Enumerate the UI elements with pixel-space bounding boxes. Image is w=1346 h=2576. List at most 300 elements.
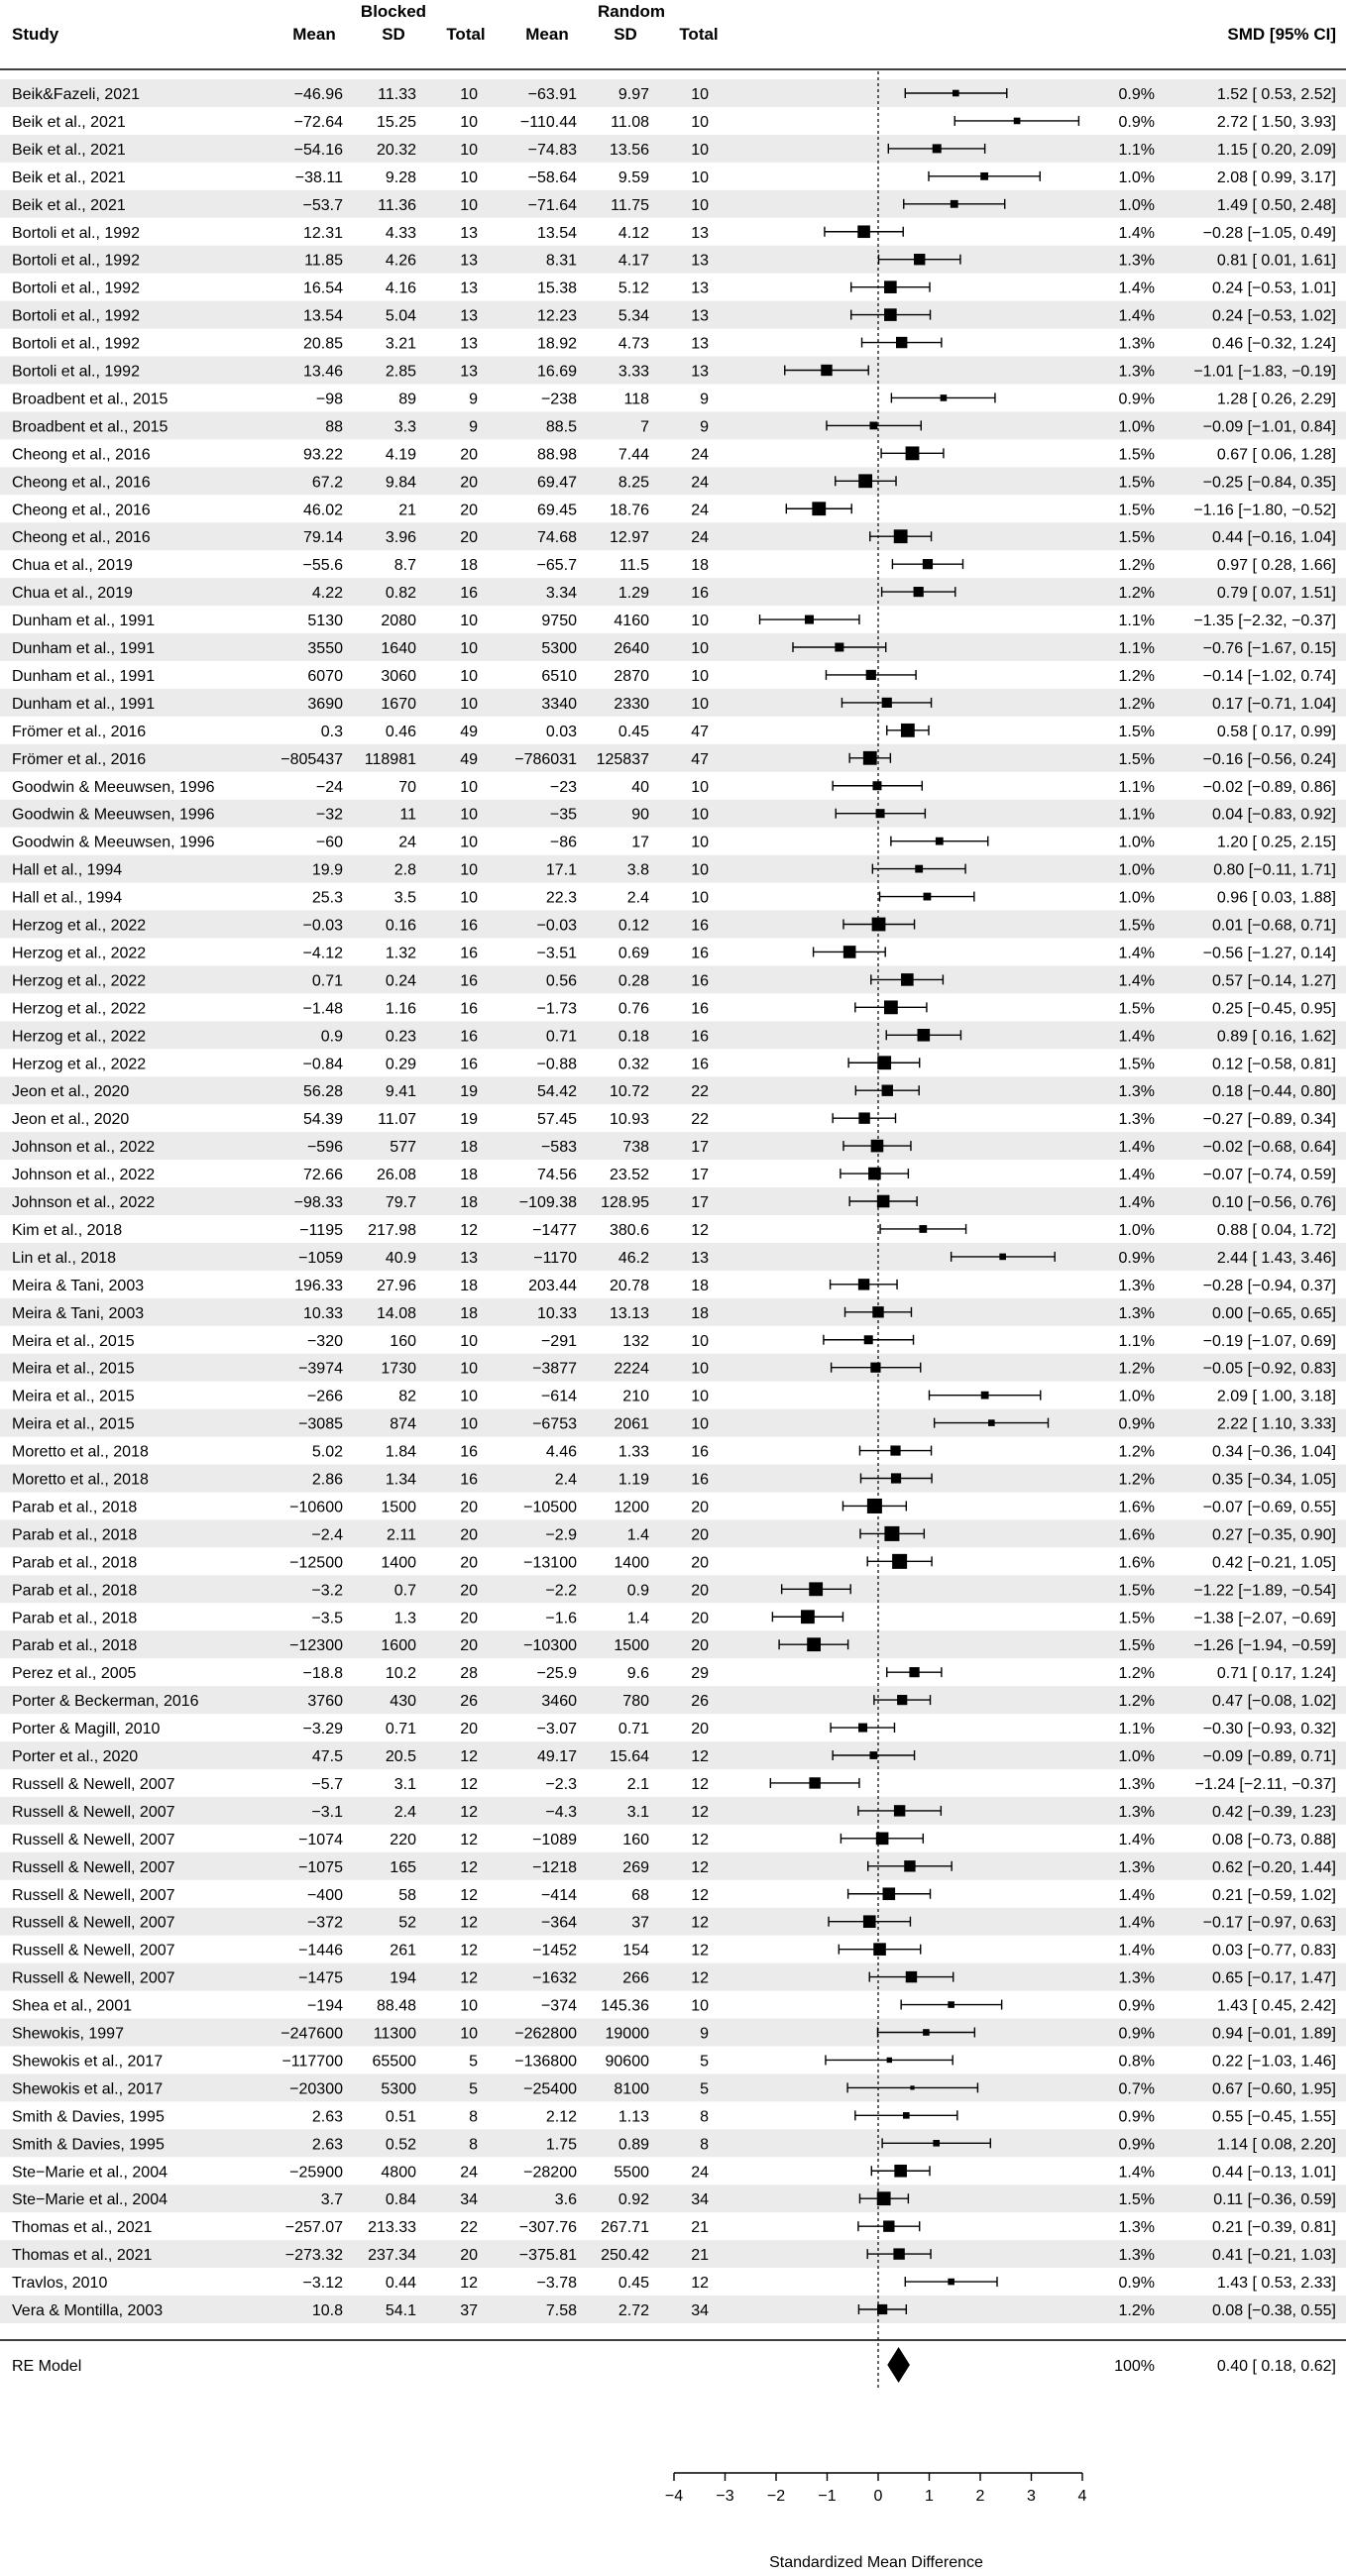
blocked-mean: 54.39 xyxy=(302,1111,343,1129)
random-total: 10 xyxy=(691,196,709,214)
blocked-total: 20 xyxy=(460,446,478,464)
random-mean: 88.5 xyxy=(545,418,577,436)
study-label: Dunham et al., 1991 xyxy=(12,640,156,657)
blocked-mean: −72.64 xyxy=(293,113,343,131)
random-mean: 3.34 xyxy=(545,585,577,603)
blocked-mean: 0.3 xyxy=(320,723,343,740)
smd-ci-value: −0.25 [−0.84, 0.35] xyxy=(1202,474,1336,492)
random-total: 10 xyxy=(691,113,709,131)
blocked-total: 16 xyxy=(460,585,478,603)
blocked-mean: 19.9 xyxy=(311,861,343,879)
blocked-mean: −194 xyxy=(306,1997,343,2015)
random-mean: −307.76 xyxy=(518,2219,577,2237)
random-mean: −238 xyxy=(540,391,577,408)
smd-ci-value: 0.80 [−0.11, 1.71] xyxy=(1213,861,1336,879)
random-total: 16 xyxy=(691,917,709,935)
smd-ci-value: 0.42 [−0.21, 1.05] xyxy=(1212,1554,1336,1572)
random-total: 10 xyxy=(691,1415,709,1433)
random-total: 17 xyxy=(691,1194,709,1211)
random-mean: 18.92 xyxy=(536,335,577,353)
table-row xyxy=(12,1111,1336,1128)
random-mean: 54.42 xyxy=(536,1083,577,1101)
random-mean: −2.9 xyxy=(545,1526,577,1544)
point-estimate xyxy=(858,1279,869,1289)
random-total: 24 xyxy=(691,529,709,547)
point-estimate xyxy=(809,1582,823,1596)
point-estimate xyxy=(948,2001,954,2008)
study-label: Parab et al., 2018 xyxy=(12,1554,138,1572)
blocked-total: 20 xyxy=(460,2247,478,2265)
point-estimate xyxy=(871,1140,884,1153)
smd-ci-value: 0.81 [ 0.01, 1.61] xyxy=(1216,252,1336,270)
blocked-sd: 52 xyxy=(398,1914,416,1932)
random-total: 10 xyxy=(691,168,709,186)
blocked-mean: −5.7 xyxy=(311,1775,343,1793)
point-estimate xyxy=(981,1392,989,1400)
table-row xyxy=(12,446,1336,463)
point-estimate xyxy=(924,893,932,901)
weight-value: 1.5% xyxy=(1118,1610,1155,1627)
blocked-total: 10 xyxy=(460,613,478,630)
study-label: Travlos, 2010 xyxy=(12,2275,108,2293)
random-total: 16 xyxy=(691,945,709,962)
point-estimate xyxy=(809,1777,820,1788)
table-row xyxy=(12,2164,1336,2181)
random-total: 20 xyxy=(691,1554,709,1572)
random-total: 10 xyxy=(691,1360,709,1378)
blocked-mean: −596 xyxy=(306,1139,343,1157)
table-row xyxy=(12,613,1336,629)
random-mean: −13100 xyxy=(523,1554,577,1572)
random-sd: 380.6 xyxy=(609,1221,649,1239)
weight-value: 1.4% xyxy=(1118,1914,1155,1932)
smd-ci-value: 1.52 [ 0.53, 2.52] xyxy=(1216,86,1336,103)
point-estimate xyxy=(988,1419,995,1426)
blocked-sd: 2.4 xyxy=(393,1803,416,1821)
blocked-mean: −53.7 xyxy=(302,196,343,214)
blocked-sd: 5300 xyxy=(381,2080,416,2098)
blocked-mean: 5130 xyxy=(307,613,343,630)
blocked-mean: −3.1 xyxy=(311,1803,343,1821)
blocked-mean: −3.29 xyxy=(302,1721,343,1738)
blocked-mean: −0.84 xyxy=(302,1056,343,1073)
point-estimate xyxy=(877,2191,891,2205)
blocked-mean: −2.4 xyxy=(311,1526,343,1544)
study-label: Parab et al., 2018 xyxy=(12,1526,138,1544)
blocked-mean: 196.33 xyxy=(294,1277,343,1294)
random-total: 13 xyxy=(691,280,709,297)
random-mean: −583 xyxy=(540,1139,577,1157)
study-label: Chua et al., 2019 xyxy=(12,585,133,603)
table-row xyxy=(12,1222,1336,1239)
blocked-sd: 217.98 xyxy=(368,1221,416,1239)
study-label: Bortoli et al., 1992 xyxy=(12,307,140,325)
random-mean: 6510 xyxy=(541,667,577,685)
blocked-sd: 220 xyxy=(390,1831,416,1848)
random-sd: 1500 xyxy=(614,1637,649,1655)
weight-value: 1.0% xyxy=(1118,861,1155,879)
study-label: Bortoli et al., 1992 xyxy=(12,252,140,270)
table-row xyxy=(12,114,1336,131)
point-estimate xyxy=(876,1833,889,1846)
smd-ci-value: 0.04 [−0.83, 0.92] xyxy=(1212,806,1336,824)
blocked-total: 8 xyxy=(469,2136,478,2154)
blocked-total: 18 xyxy=(460,1277,478,1294)
point-estimate xyxy=(980,172,988,180)
blocked-total: 20 xyxy=(460,529,478,547)
weight-value: 1.4% xyxy=(1118,972,1155,990)
smd-ci-value: 0.24 [−0.53, 1.01] xyxy=(1212,280,1336,297)
blocked-sd: 0.84 xyxy=(385,2191,416,2209)
weight-value: 1.4% xyxy=(1118,280,1155,297)
smd-ci-value: −0.16 [−0.56, 0.24] xyxy=(1202,750,1336,768)
random-total: 10 xyxy=(691,86,709,103)
random-mean: −3.51 xyxy=(536,945,577,962)
random-total: 13 xyxy=(691,335,709,353)
smd-ci-value: 0.21 [−0.59, 1.02] xyxy=(1212,1886,1336,1904)
blocked-total: 18 xyxy=(460,1194,478,1211)
blocked-sd: 4.19 xyxy=(385,446,416,464)
random-mean: −1452 xyxy=(532,1942,577,1960)
random-sd: 1.4 xyxy=(626,1610,649,1627)
random-total: 12 xyxy=(691,1803,709,1821)
blocked-sd: 0.82 xyxy=(385,585,416,603)
blocked-mean: 16.54 xyxy=(302,280,343,297)
blocked-mean: 0.9 xyxy=(320,1028,343,1046)
study-label: Beik et al., 2021 xyxy=(12,113,126,131)
weight-value: 1.5% xyxy=(1118,529,1155,547)
point-estimate xyxy=(1014,118,1021,125)
study-label: Russell & Newell, 2007 xyxy=(12,1942,175,1960)
random-sd: 3.33 xyxy=(617,363,649,381)
smd-ci-value: 2.08 [ 0.99, 3.17] xyxy=(1216,168,1336,186)
random-sd: 8.25 xyxy=(617,474,649,492)
smd-ci-value: −0.14 [−1.02, 0.74] xyxy=(1202,667,1336,685)
random-sd: 2.4 xyxy=(626,889,649,907)
point-estimate xyxy=(951,200,958,208)
smd-ci-value: 0.34 [−0.36, 1.04] xyxy=(1212,1443,1336,1461)
blocked-sd: 2.11 xyxy=(387,1526,416,1544)
table-row xyxy=(12,1389,1336,1405)
blocked-sd: 1.34 xyxy=(385,1471,416,1489)
study-label: Smith & Davies, 1995 xyxy=(12,2108,165,2126)
blocked-sd: 1730 xyxy=(381,1360,416,1378)
blocked-total: 12 xyxy=(460,1969,478,1987)
blocked-total: 12 xyxy=(460,2275,478,2293)
blocked-sd: 2.8 xyxy=(393,861,416,879)
weight-value: 1.3% xyxy=(1118,2219,1155,2237)
point-estimate xyxy=(882,1085,893,1096)
random-sd: 37 xyxy=(631,1914,649,1932)
weight-value: 1.1% xyxy=(1118,640,1155,657)
blocked-mean: 46.02 xyxy=(302,502,343,519)
blocked-mean: −12500 xyxy=(289,1554,343,1572)
smd-ci-value: 0.35 [−0.34, 1.05] xyxy=(1212,1471,1336,1489)
random-total: 16 xyxy=(691,585,709,603)
table-row xyxy=(12,668,1336,685)
study-label: Meira & Tani, 2003 xyxy=(12,1304,145,1322)
blocked-mean: 79.14 xyxy=(302,529,343,547)
weight-value: 1.3% xyxy=(1118,1304,1155,1322)
study-label: Bortoli et al., 1992 xyxy=(12,335,140,353)
header-study: Study xyxy=(12,25,59,44)
random-total: 10 xyxy=(691,1388,709,1405)
x-tick-label: 1 xyxy=(925,2488,934,2505)
study-label: Ste−Marie et al., 2004 xyxy=(12,2164,168,2182)
blocked-mean: −0.03 xyxy=(302,917,343,935)
random-mean: −2.3 xyxy=(545,1775,577,1793)
point-estimate xyxy=(883,1887,896,1900)
random-total: 12 xyxy=(691,2275,709,2293)
smd-ci-value: −0.28 [−0.94, 0.37] xyxy=(1202,1277,1336,1294)
random-mean: 3460 xyxy=(541,1693,577,1711)
random-total: 12 xyxy=(691,1831,709,1848)
point-estimate xyxy=(909,1667,919,1677)
table-row xyxy=(12,1776,1336,1793)
study-label: Bortoli et al., 1992 xyxy=(12,224,140,242)
random-total: 13 xyxy=(691,252,709,270)
random-mean: −10500 xyxy=(523,1499,577,1516)
blocked-mean: −3085 xyxy=(298,1415,343,1433)
x-axis xyxy=(665,2473,1087,2505)
smd-ci-value: 0.10 [−0.56, 0.76] xyxy=(1212,1194,1336,1211)
weight-value: 1.0% xyxy=(1118,196,1155,214)
random-sd: 13.56 xyxy=(609,141,649,159)
random-total: 22 xyxy=(691,1083,709,1101)
blocked-sd: 1.16 xyxy=(385,1000,416,1018)
blocked-mean: −38.11 xyxy=(294,168,343,186)
smd-ci-value: 0.46 [−0.32, 1.24] xyxy=(1212,335,1336,353)
blocked-total: 20 xyxy=(460,1554,478,1572)
table-row xyxy=(12,1056,1336,1072)
blocked-total: 9 xyxy=(469,391,478,408)
smd-ci-value: 2.72 [ 1.50, 3.93] xyxy=(1216,113,1336,131)
point-estimate xyxy=(857,225,870,238)
table-row xyxy=(12,336,1336,353)
smd-ci-value: 0.24 [−0.53, 1.02] xyxy=(1212,307,1336,325)
header-total-random: Total xyxy=(679,25,719,44)
point-estimate xyxy=(884,280,897,293)
blocked-sd: 0.23 xyxy=(385,1028,416,1046)
weight-value: 0.7% xyxy=(1118,2080,1155,2098)
random-mean: 74.56 xyxy=(536,1167,577,1184)
study-label: Beik et al., 2021 xyxy=(12,168,126,186)
blocked-mean: −3.2 xyxy=(311,1582,343,1600)
blocked-mean: 88 xyxy=(325,418,343,436)
random-total: 21 xyxy=(691,2247,709,2265)
x-tick-label: 2 xyxy=(975,2488,985,2505)
random-sd: 1400 xyxy=(614,1554,649,1572)
point-estimate xyxy=(883,2220,894,2231)
random-sd: 20.78 xyxy=(609,1277,649,1294)
blocked-total: 10 xyxy=(460,861,478,879)
blocked-mean: −273.32 xyxy=(284,2247,343,2265)
random-total: 12 xyxy=(691,1886,709,1904)
weight-value: 1.2% xyxy=(1118,2302,1155,2319)
table-row xyxy=(12,945,1336,961)
smd-ci-value: 0.57 [−0.14, 1.27] xyxy=(1212,972,1336,990)
table-row xyxy=(12,779,1336,796)
study-label: Meira et al., 2015 xyxy=(12,1388,135,1405)
blocked-sd: 1.84 xyxy=(385,1443,416,1461)
weight-value: 1.5% xyxy=(1118,723,1155,740)
random-sd: 0.28 xyxy=(617,972,649,990)
blocked-sd: 261 xyxy=(390,1942,416,1960)
x-tick-label: −4 xyxy=(664,2488,684,2505)
blocked-total: 49 xyxy=(460,723,478,740)
point-estimate xyxy=(910,2085,914,2089)
point-estimate xyxy=(897,1695,907,1705)
table-row xyxy=(12,225,1336,242)
blocked-sd: 0.24 xyxy=(385,972,416,990)
point-estimate xyxy=(876,809,885,818)
blocked-sd: 58 xyxy=(398,1886,416,1904)
point-estimate xyxy=(869,422,877,430)
random-sd: 1.4 xyxy=(626,1526,649,1544)
blocked-sd: 0.7 xyxy=(393,1582,416,1600)
random-mean: 8.31 xyxy=(545,252,577,270)
blocked-sd: 14.08 xyxy=(376,1304,416,1322)
blocked-sd: 430 xyxy=(390,1693,416,1711)
smd-ci-value: 0.65 [−0.17, 1.47] xyxy=(1212,1969,1336,1987)
random-total: 12 xyxy=(691,1748,709,1765)
random-total: 24 xyxy=(691,474,709,492)
smd-ci-value: −0.19 [−1.07, 0.69] xyxy=(1202,1332,1336,1350)
random-sd: 125837 xyxy=(596,750,649,768)
smd-ci-value: 0.94 [−0.01, 1.89] xyxy=(1212,2025,1336,2043)
blocked-total: 10 xyxy=(460,86,478,103)
point-estimate xyxy=(923,2029,930,2036)
random-sd: 4.17 xyxy=(617,252,649,270)
random-mean: −6753 xyxy=(532,1415,577,1433)
weight-value: 1.1% xyxy=(1118,141,1155,159)
blocked-sd: 89 xyxy=(398,391,416,408)
random-total: 26 xyxy=(691,1693,709,1711)
smd-ci-value: −1.35 [−2.32, −0.37] xyxy=(1193,613,1336,630)
random-mean: −262800 xyxy=(514,2025,577,2043)
smd-ci-value: −0.02 [−0.89, 0.86] xyxy=(1202,778,1336,796)
random-sd: 210 xyxy=(622,1388,649,1405)
random-mean: 69.45 xyxy=(536,502,577,519)
blocked-total: 12 xyxy=(460,1748,478,1765)
blocked-total: 20 xyxy=(460,1637,478,1655)
blocked-mean: −3974 xyxy=(298,1360,343,1378)
random-mean: −35 xyxy=(549,806,577,824)
blocked-total: 22 xyxy=(460,2219,478,2237)
x-tick-label: −3 xyxy=(716,2488,734,2505)
random-mean: 0.56 xyxy=(545,972,577,990)
blocked-mean: −117700 xyxy=(281,2053,343,2071)
smd-ci-value: 0.17 [−0.71, 1.04] xyxy=(1212,695,1336,713)
random-mean: 3.6 xyxy=(554,2191,577,2209)
study-label: Beik&Fazeli, 2021 xyxy=(12,86,140,103)
random-sd: 9.6 xyxy=(626,1665,649,1683)
study-label: Lin et al., 2018 xyxy=(12,1249,116,1267)
smd-ci-value: −0.28 [−1.05, 0.49] xyxy=(1202,224,1336,242)
blocked-sd: 82 xyxy=(398,1388,416,1405)
blocked-sd: 11.07 xyxy=(378,1111,416,1129)
random-mean: −74.83 xyxy=(527,141,577,159)
table-row xyxy=(12,1000,1336,1017)
weight-value: 1.0% xyxy=(1118,889,1155,907)
smd-ci-value: 0.44 [−0.13, 1.01] xyxy=(1212,2164,1336,2182)
study-label: Russell & Newell, 2007 xyxy=(12,1969,175,1987)
blocked-total: 16 xyxy=(460,1028,478,1046)
random-sd: 9.59 xyxy=(617,168,649,186)
weight-value: 1.2% xyxy=(1118,695,1155,713)
point-estimate xyxy=(887,2058,892,2063)
study-label: Parab et al., 2018 xyxy=(12,1582,138,1600)
random-total: 12 xyxy=(691,1858,709,1876)
blocked-mean: −55.6 xyxy=(302,557,343,575)
smd-ci-value: −1.24 [−2.11, −0.37] xyxy=(1194,1775,1336,1793)
blocked-total: 12 xyxy=(460,1942,478,1960)
random-sd: 0.45 xyxy=(617,2275,649,2293)
random-mean: −58.64 xyxy=(527,168,577,186)
random-total: 10 xyxy=(691,613,709,630)
weight-value: 1.1% xyxy=(1118,778,1155,796)
smd-ci-value: 1.20 [ 0.25, 2.15] xyxy=(1216,834,1336,851)
blocked-sd: 0.44 xyxy=(385,2275,416,2293)
study-label: Dunham et al., 1991 xyxy=(12,667,156,685)
point-estimate xyxy=(896,337,907,348)
study-label: Chua et al., 2019 xyxy=(12,557,133,575)
smd-ci-value: −0.02 [−0.68, 0.64] xyxy=(1202,1139,1336,1157)
blocked-total: 10 xyxy=(460,1360,478,1378)
random-total: 34 xyxy=(691,2302,709,2319)
weight-value: 1.0% xyxy=(1118,418,1155,436)
blocked-mean: 13.54 xyxy=(302,307,343,325)
study-label: Parab et al., 2018 xyxy=(12,1499,138,1516)
table-row xyxy=(12,835,1336,851)
point-estimate xyxy=(863,751,877,765)
study-label: Broadbent et al., 2015 xyxy=(12,391,168,408)
random-sd: 12.97 xyxy=(609,529,649,547)
random-sd: 1.29 xyxy=(617,585,649,603)
weight-value: 1.2% xyxy=(1118,667,1155,685)
weight-value: 1.5% xyxy=(1118,750,1155,768)
random-mean: −414 xyxy=(540,1886,577,1904)
random-sd: 10.93 xyxy=(609,1111,649,1129)
random-mean: 10.33 xyxy=(536,1304,577,1322)
weight-value: 1.5% xyxy=(1118,917,1155,935)
random-mean: 15.38 xyxy=(536,280,577,297)
smd-ci-value: −1.38 [−2.07, −0.69] xyxy=(1193,1610,1336,1627)
smd-ci-value: −1.22 [−1.89, −0.54] xyxy=(1193,1582,1336,1600)
study-label: Russell & Newell, 2007 xyxy=(12,1886,175,1904)
random-total: 5 xyxy=(700,2080,709,2098)
random-mean: 3340 xyxy=(541,695,577,713)
study-label: Moretto et al., 2018 xyxy=(12,1471,149,1489)
table-row xyxy=(12,724,1336,740)
point-estimate xyxy=(884,1000,898,1014)
blocked-total: 10 xyxy=(460,806,478,824)
blocked-sd: 88.48 xyxy=(376,1997,416,2015)
weight-value: 1.0% xyxy=(1118,1221,1155,1239)
random-mean: 0.03 xyxy=(545,723,577,740)
weight-value: 0.9% xyxy=(1118,2025,1155,2043)
blocked-sd: 237.34 xyxy=(368,2247,416,2265)
smd-ci-value: 1.43 [ 0.53, 2.33] xyxy=(1216,2275,1336,2293)
random-sd: 5.34 xyxy=(617,307,649,325)
random-mean: −110.44 xyxy=(519,113,577,131)
point-estimate xyxy=(884,1526,899,1541)
smd-ci-value: 2.44 [ 1.43, 3.46] xyxy=(1216,1249,1336,1267)
random-total: 10 xyxy=(691,778,709,796)
random-mean: 9750 xyxy=(541,613,577,630)
summary-diamond xyxy=(887,2347,910,2383)
smd-ci-value: 0.71 [ 0.17, 1.24] xyxy=(1216,1665,1336,1683)
